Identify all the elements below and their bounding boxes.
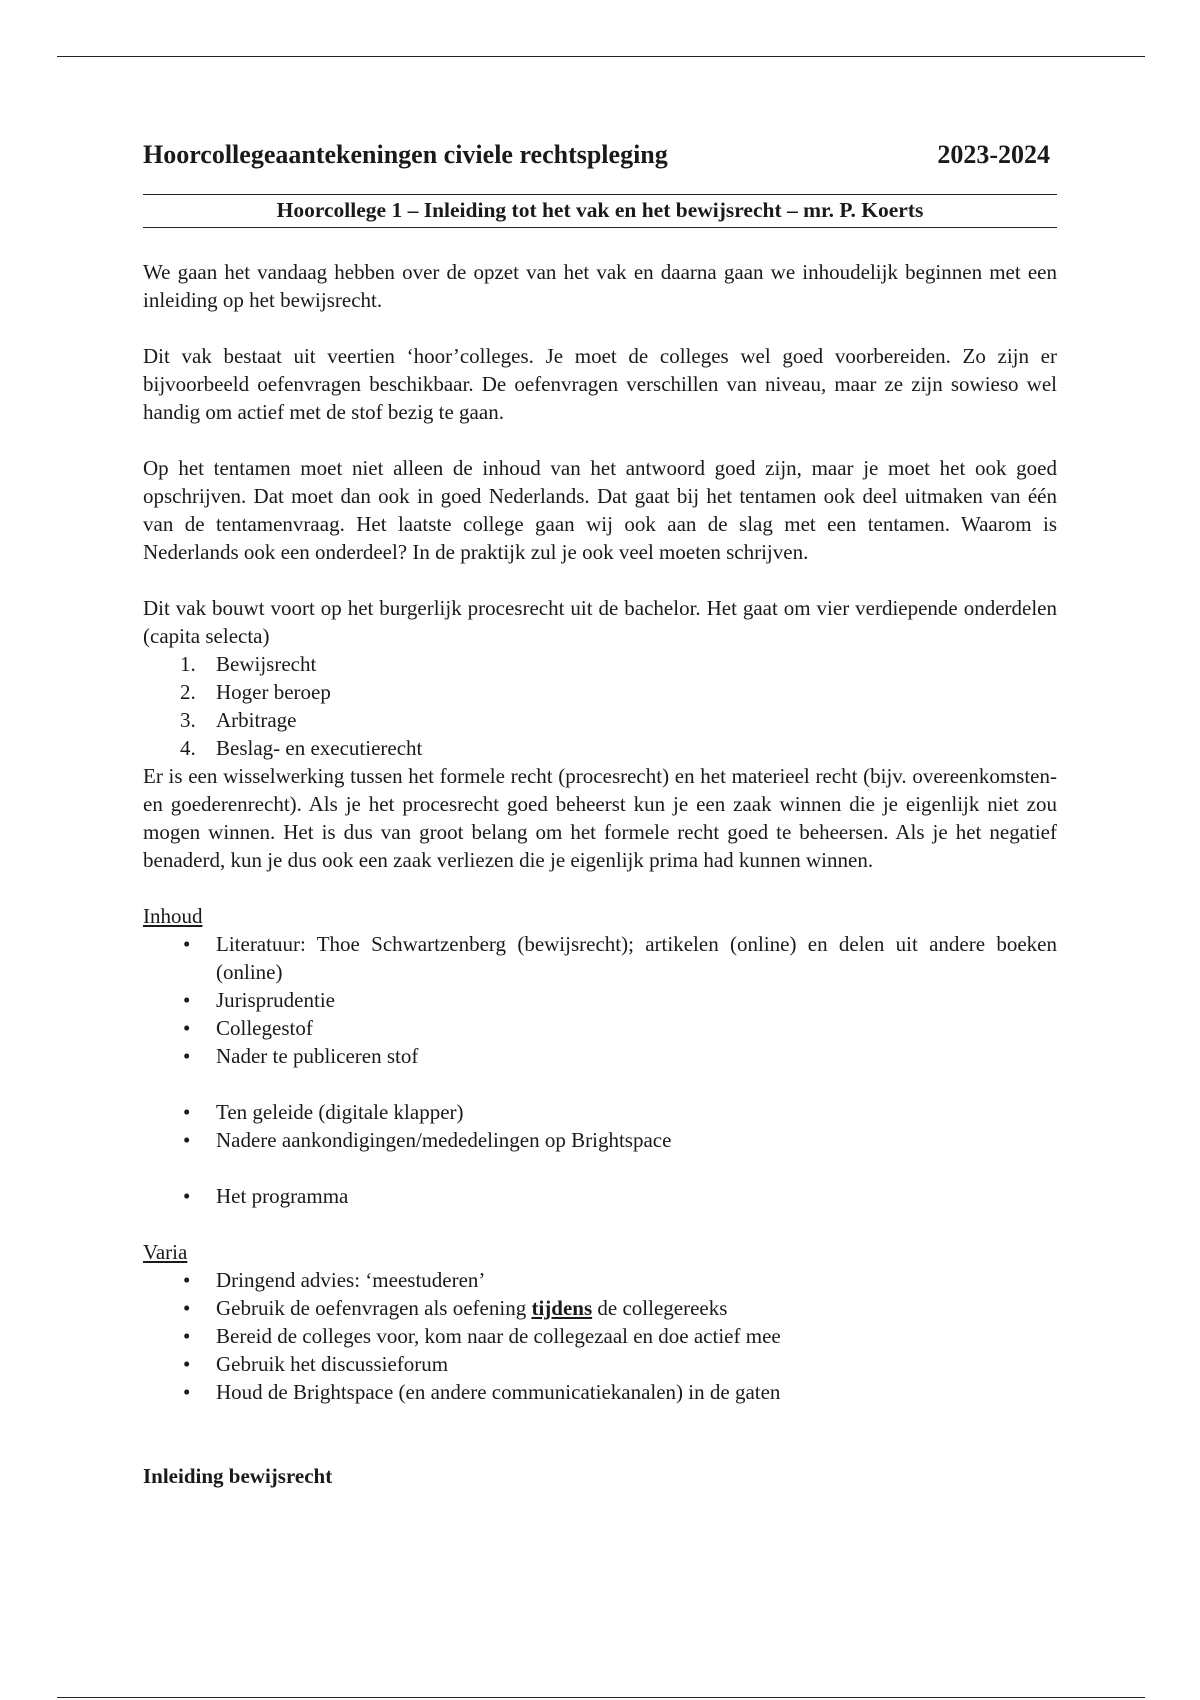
list-item-text: Hoger beroep bbox=[216, 680, 331, 704]
bullet-icon: • bbox=[183, 988, 191, 1012]
onderdelen-list bbox=[143, 650, 1057, 762]
list-item bbox=[143, 1294, 1057, 1322]
list-item-text-after: de collegereeks bbox=[592, 1296, 728, 1320]
inhoud-list-1 bbox=[143, 930, 1057, 1070]
list-item-text-before: Gebruik de oefenvragen als oefening bbox=[216, 1296, 532, 1320]
list-item-text: Bewijsrecht bbox=[216, 652, 317, 676]
bullet-icon: • bbox=[183, 1324, 191, 1348]
list-item bbox=[143, 1182, 1057, 1210]
list-item-text: Houd de Brightspace (en andere communicatiekanalen) in de gaten bbox=[216, 1380, 781, 1404]
paragraph-tentamen: Op het tentamen moet niet alleen de inhoud van het antwoord goed zijn, maar je moet het ook goed opschrijven. Dat moet dan ook in goed Nederlands. Dat gaat bij het tentamen ook deel uitmaken van één van de tentamenvraag. Het laatste college gaan wij ook aan de slag met een tentamen. Waarom is Nederlands ook een onderdeel? In de praktijk zul je ook veel moeten schrijven. bbox=[143, 456, 1057, 564]
bullet-icon: • bbox=[183, 1352, 191, 1376]
list-item-text: Beslag- en executierecht bbox=[216, 736, 423, 760]
document-header bbox=[143, 140, 1057, 176]
list-item-text: Arbitrage bbox=[216, 708, 297, 732]
list-item bbox=[143, 1322, 1057, 1350]
section-title-inleiding-bewijsrecht: Inleiding bewijsrecht bbox=[143, 1464, 333, 1488]
list-item bbox=[143, 706, 1057, 734]
lecture-subtitle: Hoorcollege 1 – Inleiding tot het vak en het bewijsrecht – mr. P. Koerts bbox=[143, 194, 1057, 228]
list-item bbox=[143, 1126, 1057, 1154]
list-item bbox=[143, 930, 1057, 986]
paragraph-wisselwerking: Er is een wisselwerking tussen het formele recht (procesrecht) en het materieel recht (bijv. overeenkomsten- en goederenrecht). Als je het procesrecht goed beheerst kun je een zaak winnen die je eigenlijk niet zou mogen winnen. Het is dus van groot belang om het formele recht goed te beheersen. Als je het negatief benaderd, kun je dus ook een zaak verliezen die je eigenlijk prima had kunnen winnen. bbox=[143, 764, 1057, 872]
list-item-text: Gebruik het discussieforum bbox=[216, 1352, 449, 1376]
bullet-icon: • bbox=[183, 1184, 191, 1208]
paragraph-colleges: Dit vak bestaat uit veertien ‘hoor’colleges. Je moet de colleges wel goed voorbereiden. Zo zijn er bijvoorbeeld oefenvragen beschikbaar. De oefenvragen verschillen van niveau, maar ze zijn sowieso wel handig om actief met de stof bezig te gaan. bbox=[143, 344, 1057, 424]
bottom-rule bbox=[57, 1697, 1145, 1698]
list-item-text: Nader te publiceren stof bbox=[216, 1044, 419, 1068]
bullet-icon: • bbox=[183, 932, 191, 956]
list-item-text: Jurisprudentie bbox=[216, 988, 335, 1012]
list-item bbox=[143, 1350, 1057, 1378]
section-label-varia: Varia bbox=[143, 1240, 188, 1264]
bullet-icon: • bbox=[183, 1380, 191, 1404]
list-item bbox=[143, 1378, 1057, 1406]
inhoud-list-3 bbox=[143, 1182, 1057, 1210]
list-item-text: Ten geleide (digitale klapper) bbox=[216, 1100, 464, 1124]
list-item-text: Dringend advies: ‘meestuderen’ bbox=[216, 1268, 486, 1292]
list-item-text: Het programma bbox=[216, 1184, 349, 1208]
list-item bbox=[143, 986, 1057, 1014]
bullet-icon: • bbox=[183, 1044, 191, 1068]
document-page bbox=[143, 140, 1057, 1490]
emphasis-tijdens: tijdens bbox=[531, 1296, 593, 1320]
bullet-icon: • bbox=[183, 1128, 191, 1152]
bullet-icon: • bbox=[183, 1296, 191, 1320]
paragraph-bouwt-voort: Dit vak bouwt voort op het burgerlijk procesrecht uit de bachelor. Het gaat om vier verdiepende onderdelen (capita selecta) bbox=[143, 596, 1057, 648]
paragraph-intro: We gaan het vandaag hebben over de opzet van het vak en daarna gaan we inhoudelijk beginnen met een inleiding op het bewijsrecht. bbox=[143, 260, 1057, 312]
top-rule bbox=[57, 56, 1145, 57]
document-title: Hoorcollegeaantekeningen civiele rechtspleging bbox=[143, 140, 668, 169]
list-item-text: Nadere aankondigingen/mededelingen op Brightspace bbox=[216, 1128, 672, 1152]
list-number: 1. bbox=[180, 652, 196, 676]
academic-year: 2023-2024 bbox=[937, 140, 1050, 169]
list-item bbox=[143, 678, 1057, 706]
list-item bbox=[143, 1266, 1057, 1294]
bullet-icon: • bbox=[183, 1100, 191, 1124]
list-item-text: Collegestof bbox=[216, 1016, 313, 1040]
list-item bbox=[143, 1014, 1057, 1042]
list-number: 4. bbox=[180, 736, 196, 760]
list-item bbox=[143, 1042, 1057, 1070]
list-item-text: Bereid de colleges voor, kom naar de collegezaal en doe actief mee bbox=[216, 1324, 781, 1348]
list-item bbox=[143, 650, 1057, 678]
inhoud-list-2 bbox=[143, 1098, 1057, 1154]
list-number: 2. bbox=[180, 680, 196, 704]
list-item bbox=[143, 734, 1057, 762]
section-label-inhoud: Inhoud bbox=[143, 904, 203, 928]
bullet-icon: • bbox=[183, 1016, 191, 1040]
bullet-icon: • bbox=[183, 1268, 191, 1292]
list-number: 3. bbox=[180, 708, 196, 732]
list-item-text: Literatuur: Thoe Schwartzenberg (bewijsrecht); artikelen (online) en delen uit andere boeken (online) bbox=[216, 932, 1057, 984]
varia-list bbox=[143, 1266, 1057, 1406]
list-item bbox=[143, 1098, 1057, 1126]
